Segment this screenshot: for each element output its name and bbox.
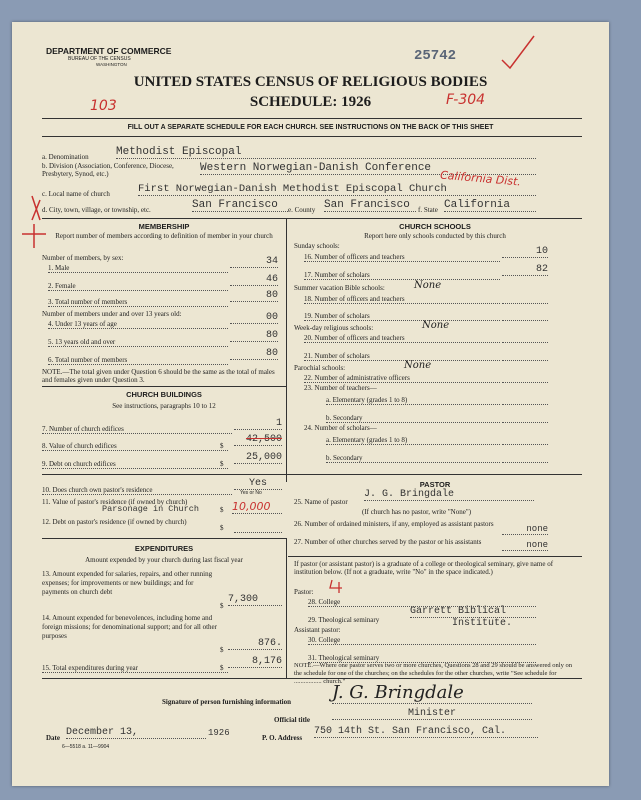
q24-label: 24. Number of scholars— (304, 424, 377, 432)
expenditures-sub: Amount expended by your church during last fiscal year (85, 556, 243, 564)
q5-label: 5. 13 years old and over (48, 338, 228, 347)
graduate-note: If pastor (or assistant pastor) is a graduate of a college or theological seminary, give name of institution below. (If not a graduate, write "No" in the space indicated.) (294, 560, 554, 576)
q16-label: 16. Number of officers and teachers (304, 253, 500, 262)
q22-value (502, 373, 548, 383)
buildings-sub: See instructions, paragraphs 10 to 12 (112, 402, 216, 410)
q24b-value (502, 453, 548, 463)
denomination-label: a. Denomination (42, 153, 89, 161)
divider (288, 556, 582, 557)
q12-value (234, 522, 282, 533)
q24a-value (502, 435, 548, 445)
q21-label: 21. Number of scholars (304, 352, 500, 361)
q4-label: 4. Under 13 years of age (48, 320, 228, 329)
sunday-label: Sunday schools: (294, 242, 340, 250)
q3-value: 80 (230, 290, 278, 302)
q23a-value (502, 395, 548, 405)
q25-value: J. G. Bringdale (364, 489, 534, 501)
official-title-value: Minister (332, 708, 532, 720)
q7-value: 1 (234, 418, 282, 430)
q11-value: 10,000 (232, 500, 282, 514)
q10-label: 10. Does church own pastor's residence (42, 486, 232, 495)
parochial-label: Parochial schools: (294, 364, 346, 372)
column-divider (286, 218, 287, 482)
membership-note: NOTE.—The total given under Question 6 should be the same as the total of males and females given under Question 3. (42, 368, 275, 384)
q27-value: none (502, 540, 548, 551)
q8-label: 8. Value of church edifices (42, 442, 228, 451)
q23b-value (502, 413, 548, 423)
hand-code: F-304 (446, 92, 486, 108)
dollar-sign: $ (220, 506, 224, 514)
summer-label: Summer vacation Bible schools: (294, 284, 385, 292)
department-label: DEPARTMENT OF COMMERCE (46, 46, 172, 56)
q9-label: 9. Debt on church edifices (42, 460, 228, 469)
q2-label: 2. Female (48, 282, 228, 291)
church-name-field: First Norwegian-Danish Methodist Episcopal Church (138, 183, 536, 196)
q6-label: 6. Total number of members (48, 356, 228, 365)
q26-value: none (502, 524, 548, 535)
q25-label: 25. Name of pastor (294, 498, 348, 506)
q6-value: 80 (230, 348, 278, 360)
bureau-label: BUREAU OF THE CENSUS (68, 56, 131, 62)
q30-label: 30. College (308, 636, 536, 645)
q20-label: 20. Number of officers and teachers (304, 334, 500, 343)
margin-mark-icon (18, 190, 52, 250)
schools-heading: CHURCH SCHOOLS (399, 222, 471, 231)
dollar-sign: $ (220, 602, 224, 610)
membership-heading: MEMBERSHIP (138, 222, 190, 231)
q12-label: 12. Debt on pastor's residence (if owned by church) (42, 518, 187, 526)
yesno-caption: Yes or No (240, 490, 262, 496)
q18-label: 18. Number of officers and teachers (304, 295, 500, 304)
divider (42, 218, 582, 219)
q2-value: 46 (230, 274, 278, 286)
expenditures-heading: EXPENDITURES (134, 544, 194, 553)
assistant-label: Assistant pastor: (294, 626, 341, 634)
date-year: 1926 (208, 728, 230, 738)
q29-label: 29. Theological seminary (308, 616, 380, 624)
q5-value: 80 (230, 330, 278, 342)
address-label: P. O. Address (262, 734, 303, 742)
q11-label: 11. Value of pastor's residence (if owned by church) (42, 498, 188, 506)
divider (42, 386, 286, 387)
q8-value: 42,500 (234, 434, 282, 446)
dollar-sign: $ (220, 646, 224, 654)
q17-label: 17. Number of scholars (304, 271, 500, 280)
q4-value: 00 (230, 312, 278, 324)
form-title: UNITED STATES CENSUS OF RELIGIOUS BODIES (133, 74, 488, 90)
q7-label: 7. Number of church edifices (42, 425, 232, 434)
division-note: California Dist. (439, 168, 522, 189)
dollar-sign: $ (220, 524, 224, 532)
q24a-label: a. Elementary (grades 1 to 8) (326, 436, 500, 445)
q10-value: Yes (234, 478, 282, 490)
q15-value: 8,176 (228, 656, 282, 668)
q20-value (502, 333, 548, 343)
schedule-title: SCHEDULE: 1926 (249, 94, 372, 110)
pastor-label: Pastor: (294, 588, 314, 596)
division-label: b. Division (Association, Conference, Diocese, Presbytery, Synod, etc.) (42, 162, 174, 178)
denomination-field: Methodist Episcopal (116, 146, 536, 159)
dollar-sign: $ (220, 460, 224, 468)
q3-label: 3. Total number of members (48, 298, 228, 307)
summer-value: None (414, 280, 442, 291)
q22-label: 22. Number of administrative officers (304, 374, 500, 383)
sex-intro: Number of members, by sex: (42, 254, 124, 262)
city-field: San Francisco (192, 199, 288, 212)
q21-value (502, 351, 548, 361)
q15-label: 15. Total expenditures during year (42, 664, 228, 673)
address-value: 750 14th St. San Francisco, Cal. (314, 726, 538, 738)
weekday-label: Week-day religious schools: (294, 324, 374, 332)
city-label: WASHINGTON (96, 62, 127, 67)
q26-label: 26. Number of ordained ministers, if any, employed as assistant pastors (294, 520, 494, 528)
q23a-label: a. Elementary (grades 1 to 8) (326, 396, 500, 405)
column-divider (286, 538, 287, 678)
q1-label: 1. Male (48, 264, 228, 273)
signature-label: Signature of person furnishing information (162, 698, 291, 706)
q19-label: 19. Number of scholars (304, 312, 500, 321)
date-value: December 13, (66, 727, 206, 739)
pastor-heading: PASTOR (419, 480, 451, 489)
q27-label: 27. Number of other churches served by the pastor or his assistants (294, 538, 482, 546)
state-label: f. State (418, 206, 438, 214)
q24b-label: b. Secondary (326, 454, 500, 463)
division-field: Western Norwegian-Danish Conference (200, 162, 536, 175)
q1-value: 34 (230, 256, 278, 268)
q13-value: 7,300 (228, 594, 282, 606)
schools-sub: Report here only schools conducted by this church (364, 232, 506, 240)
dollar-sign: $ (220, 442, 224, 450)
q25-note: (If church has no pastor, write "None") (362, 508, 472, 516)
q14-value: 876. (228, 638, 282, 650)
q16-value: 10 (502, 246, 548, 258)
hand-number: 103 (90, 98, 117, 114)
q23-label: 23. Number of teachers— (304, 384, 377, 392)
q11-note: Parsonage in Church (102, 504, 199, 514)
serial-stamp: 25742 (414, 48, 457, 64)
checkmark-icon (500, 34, 536, 70)
city-field-label: d. City, town, village, or township, etc. (42, 206, 151, 214)
age-intro: Number of members under and over 13 years old: (42, 310, 182, 318)
parochial-value: None (404, 360, 432, 371)
signature-value: J. G. Bringdale (332, 682, 532, 704)
divider (42, 136, 582, 137)
buildings-heading: CHURCH BUILDINGS (126, 390, 202, 399)
official-title-label: Official title (274, 716, 310, 724)
q17-value: 82 (502, 264, 548, 276)
q9-value: 25,000 (234, 452, 282, 464)
q18-value (502, 294, 548, 304)
divider (42, 474, 582, 475)
q28-label: 28. College (308, 598, 536, 607)
state-field: California (444, 199, 536, 212)
dollar-sign: $ (220, 664, 224, 672)
date-label: Date (46, 734, 60, 742)
divider (42, 538, 286, 539)
q31-label: 31. Theological seminary (308, 654, 536, 663)
instruction-line: FILL OUT A SEPARATE SCHEDULE FOR EACH CHURCH. SEE INSTRUCTIONS ON THE BACK OF THIS SHEET (127, 124, 494, 131)
q29-value-line2: Institute. (452, 618, 513, 629)
weekday-value: None (422, 320, 450, 331)
form-number: 6—5518 a. 11—9904 (62, 744, 110, 750)
pastor-note: NOTE.—Where one pastor serves two or more churches, Questions 28 and 29 should be answered only on the schedule for one of the churches; on the schedules for the other churches, write "See schedule for ................. church." (294, 662, 572, 685)
q19-value (502, 311, 548, 321)
county-label: e. County (288, 206, 316, 214)
q13-label: 13. Amount expended for salaries, repairs, and other running expenses; for improvements or new buildings; and for payments on church debt (42, 570, 213, 596)
q23b-label: b. Secondary (326, 414, 500, 423)
census-schedule-sheet (12, 22, 609, 786)
divider (42, 118, 582, 119)
check-mark-icon (328, 578, 348, 594)
q29-value-line1: Garrett Biblical (410, 606, 536, 618)
church-name-label: c. Local name of church (42, 190, 110, 198)
q14-label: 14. Amount expended for benevolences, including home and foreign missions; for denominational support; and for all other purposes (42, 614, 217, 640)
membership-sub: Report number of members according to definition of member in your church (55, 232, 273, 240)
county-field: San Francisco (324, 199, 416, 212)
